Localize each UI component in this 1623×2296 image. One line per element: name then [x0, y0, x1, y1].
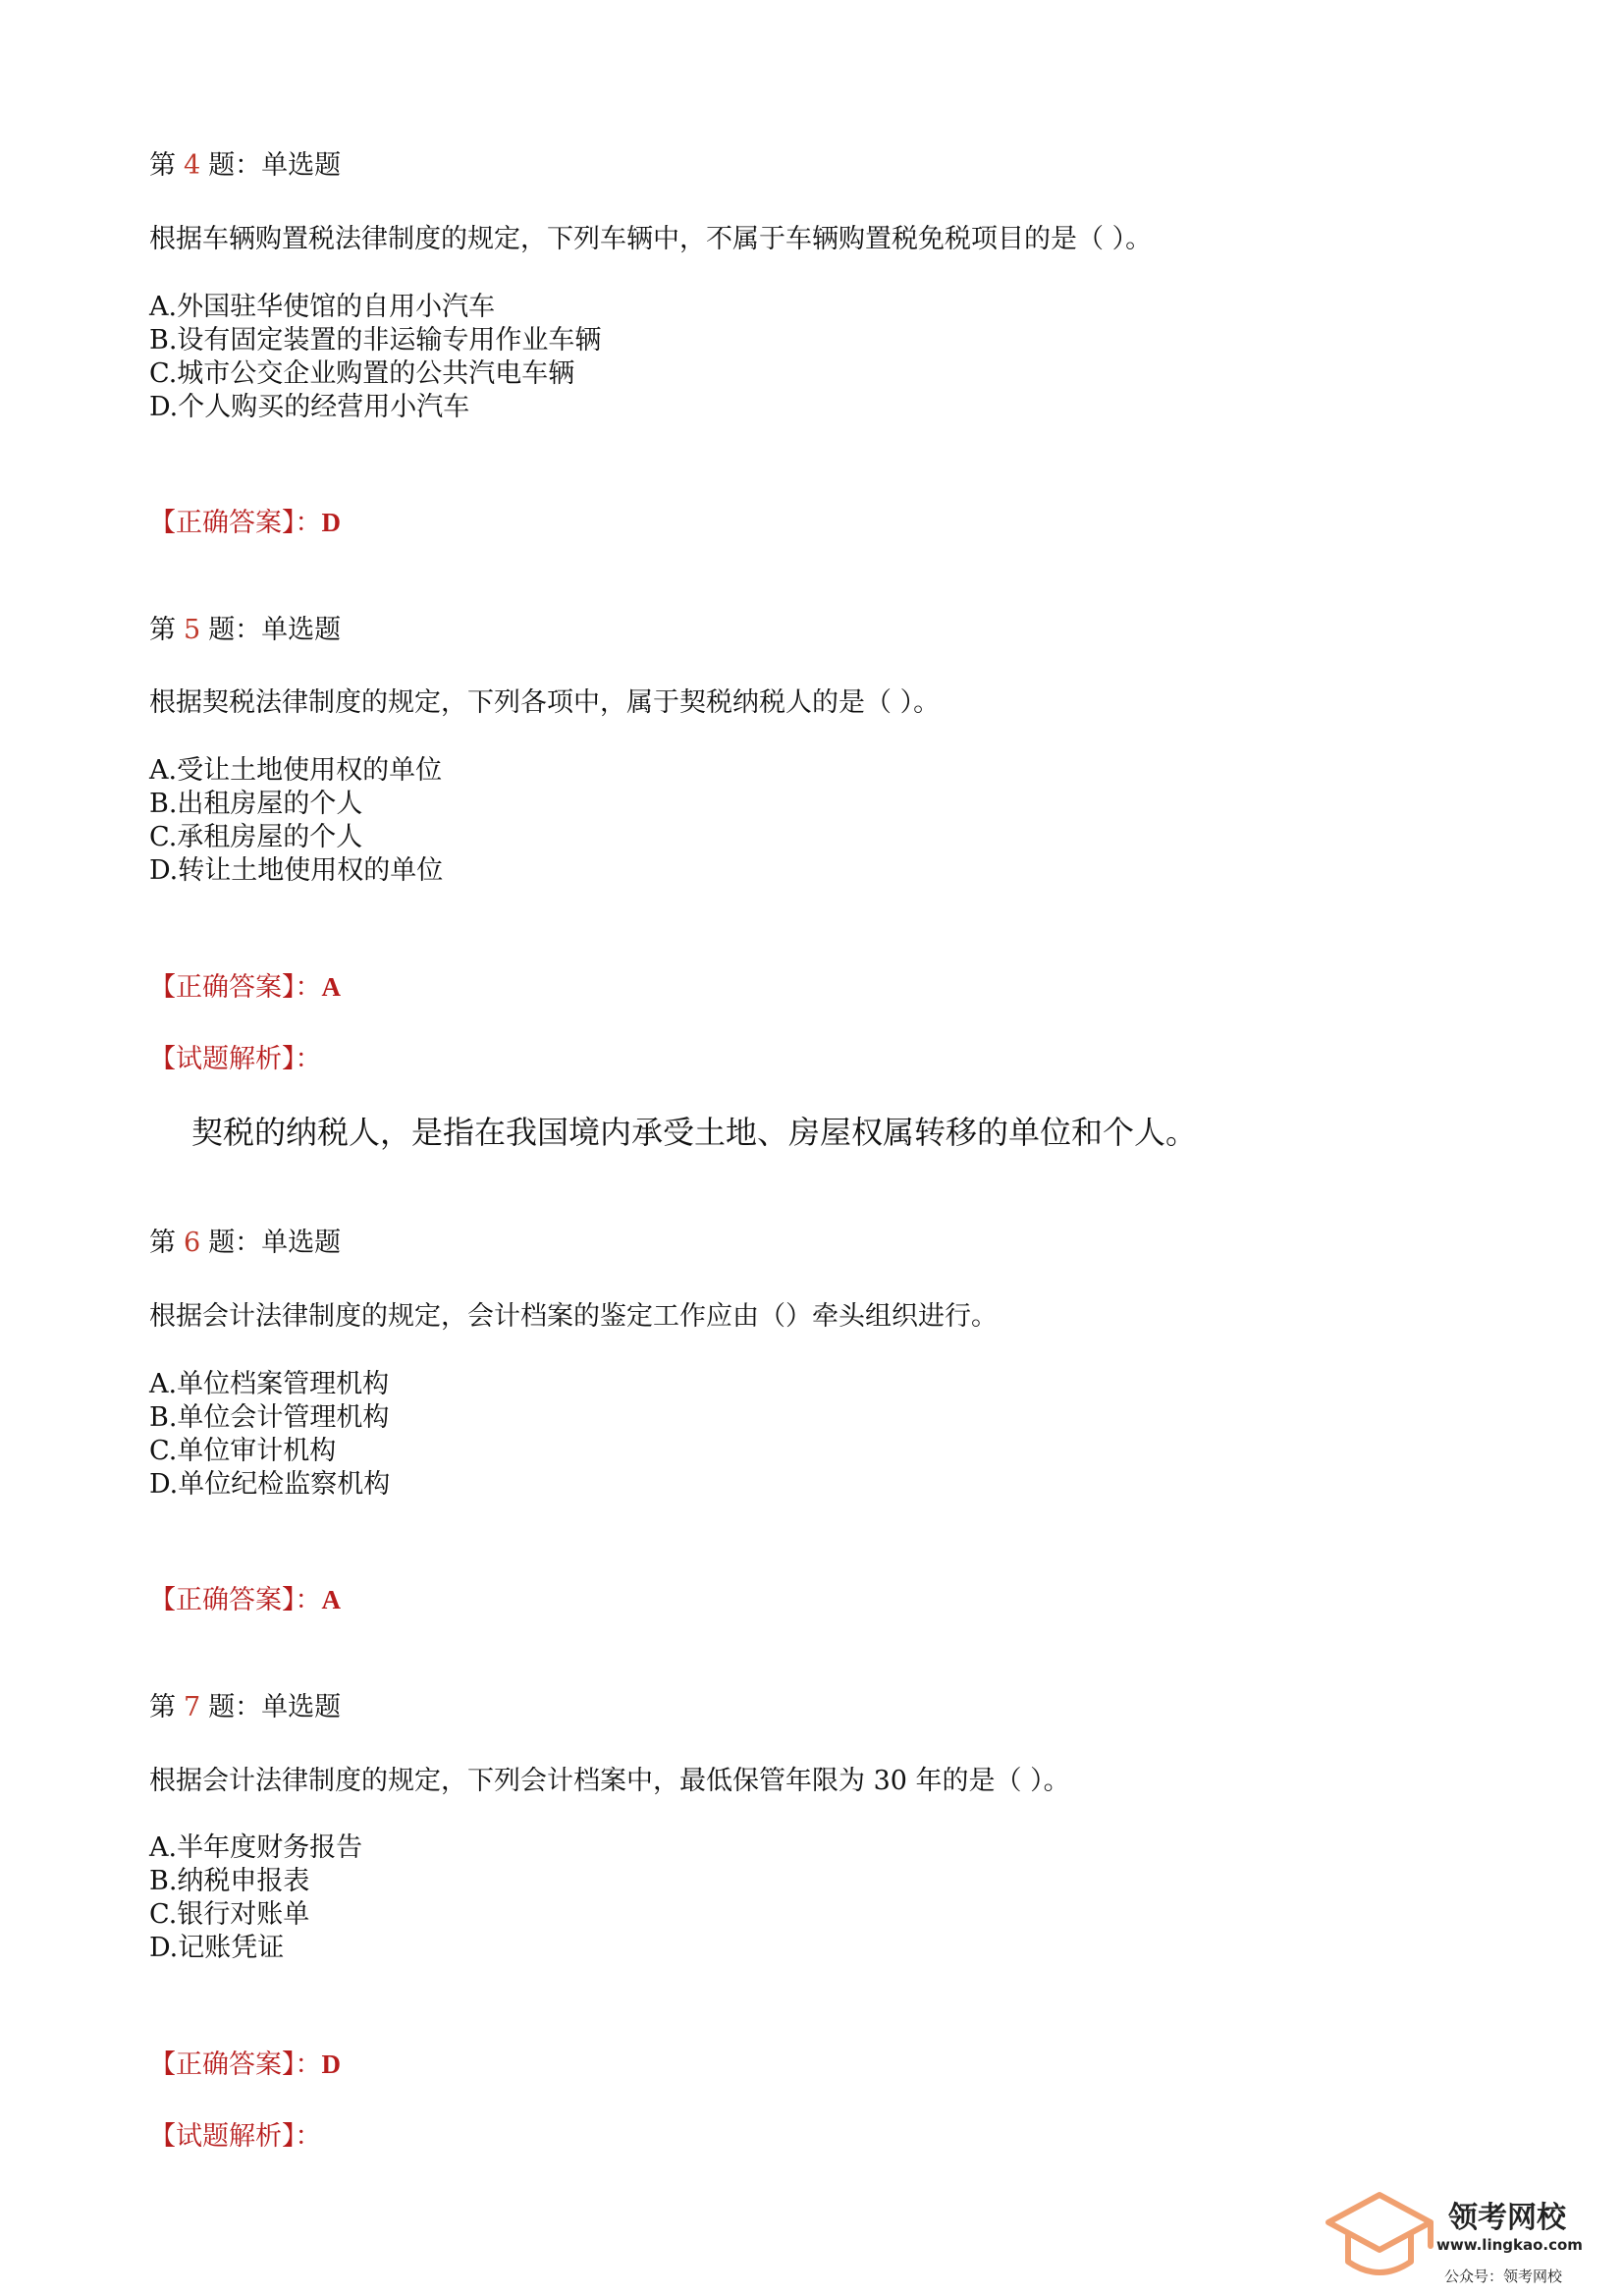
question-number: 7	[184, 1692, 201, 1722]
option-c: C.城市公交企业购置的公共汽电车辆	[149, 358, 575, 389]
option-a: A.半年度财务报告	[149, 1832, 363, 1863]
answer-value: D	[321, 2050, 341, 2079]
question-prefix: 第	[149, 150, 176, 181]
option-b: B.纳税申报表	[149, 1866, 310, 1896]
question-prefix: 第	[149, 1228, 176, 1258]
question-6-options	[149, 1368, 390, 1502]
question-6-stem: 根据会计法律制度的规定，会计档案的鉴定工作应由（）牵头组织进行。	[149, 1301, 998, 1332]
brand-logo	[1321, 2185, 1615, 2293]
question-number: 5	[184, 615, 201, 645]
answer-label: 【正确答案】：	[149, 2050, 322, 2080]
answer-label: 【正确答案】：	[149, 508, 322, 538]
question-4-options	[149, 291, 601, 424]
question-number: 4	[184, 150, 201, 181]
question-prefix: 第	[149, 1692, 176, 1722]
brand-name: 领考网校	[1448, 2201, 1566, 2235]
option-a: A.单位档案管理机构	[149, 1369, 390, 1399]
question-prefix: 第	[149, 615, 176, 645]
question-number: 6	[184, 1228, 201, 1258]
option-b: B.出租房屋的个人	[149, 789, 363, 819]
option-d: D.记账凭证	[149, 1933, 285, 1963]
graduation-cap-icon	[1321, 2185, 1438, 2293]
brand-wechat: 公众号：领考网校	[1444, 2268, 1563, 2285]
question-5-answer	[149, 965, 341, 1004]
question-type: 题：单选题	[208, 1692, 342, 1722]
question-4-header	[149, 143, 341, 182]
answer-label: 【正确答案】：	[149, 1585, 322, 1615]
option-c: C.银行对账单	[149, 1899, 310, 1930]
question-type: 题：单选题	[208, 150, 342, 181]
option-d: D.单位纪检监察机构	[149, 1469, 391, 1500]
question-7-stem: 根据会计法律制度的规定，下列会计档案中，最低保管年限为 30 年的是（ ）。	[149, 1766, 1070, 1796]
question-7-options	[149, 1831, 362, 1965]
option-b: B.设有固定装置的非运输专用作业车辆	[149, 325, 602, 355]
option-a: A.受让土地使用权的单位	[149, 755, 443, 786]
answer-value: D	[321, 508, 341, 537]
question-6-answer	[149, 1578, 341, 1616]
question-5-options	[149, 754, 443, 888]
option-b: B.单位会计管理机构	[149, 1402, 390, 1433]
option-c: C.单位审计机构	[149, 1436, 337, 1466]
question-5-explain-text: 契税的纳税人，是指在我国境内承受土地、房屋权属转移的单位和个人。	[191, 1114, 1198, 1151]
answer-label: 【正确答案】：	[149, 972, 322, 1003]
answer-value: A	[321, 972, 341, 1002]
option-a: A.外国驻华使馆的自用小汽车	[149, 292, 496, 322]
question-type: 题：单选题	[208, 615, 342, 645]
question-7-explain-label: 【试题解析】：	[149, 2121, 322, 2152]
answer-value: A	[321, 1585, 341, 1614]
option-c: C.承租房屋的个人	[149, 822, 363, 852]
question-5-header	[149, 608, 341, 646]
question-5-explain-label: 【试题解析】：	[149, 1044, 322, 1074]
option-d: D.转让土地使用权的单位	[149, 855, 444, 886]
question-6-header	[149, 1221, 341, 1259]
question-4-answer	[149, 501, 341, 539]
question-4-stem: 根据车辆购置税法律制度的规定，下列车辆中，不属于车辆购置税免税项目的是（ ）。	[149, 224, 1153, 254]
question-type: 题：单选题	[208, 1228, 342, 1258]
question-5-stem: 根据契税法律制度的规定，下列各项中，属于契税纳税人的是（ ）。	[149, 687, 941, 718]
option-d: D.个人购买的经营用小汽车	[149, 392, 470, 422]
brand-site: www.lingkao.com	[1436, 2236, 1583, 2254]
question-7-header	[149, 1685, 341, 1723]
question-7-answer	[149, 2043, 341, 2081]
